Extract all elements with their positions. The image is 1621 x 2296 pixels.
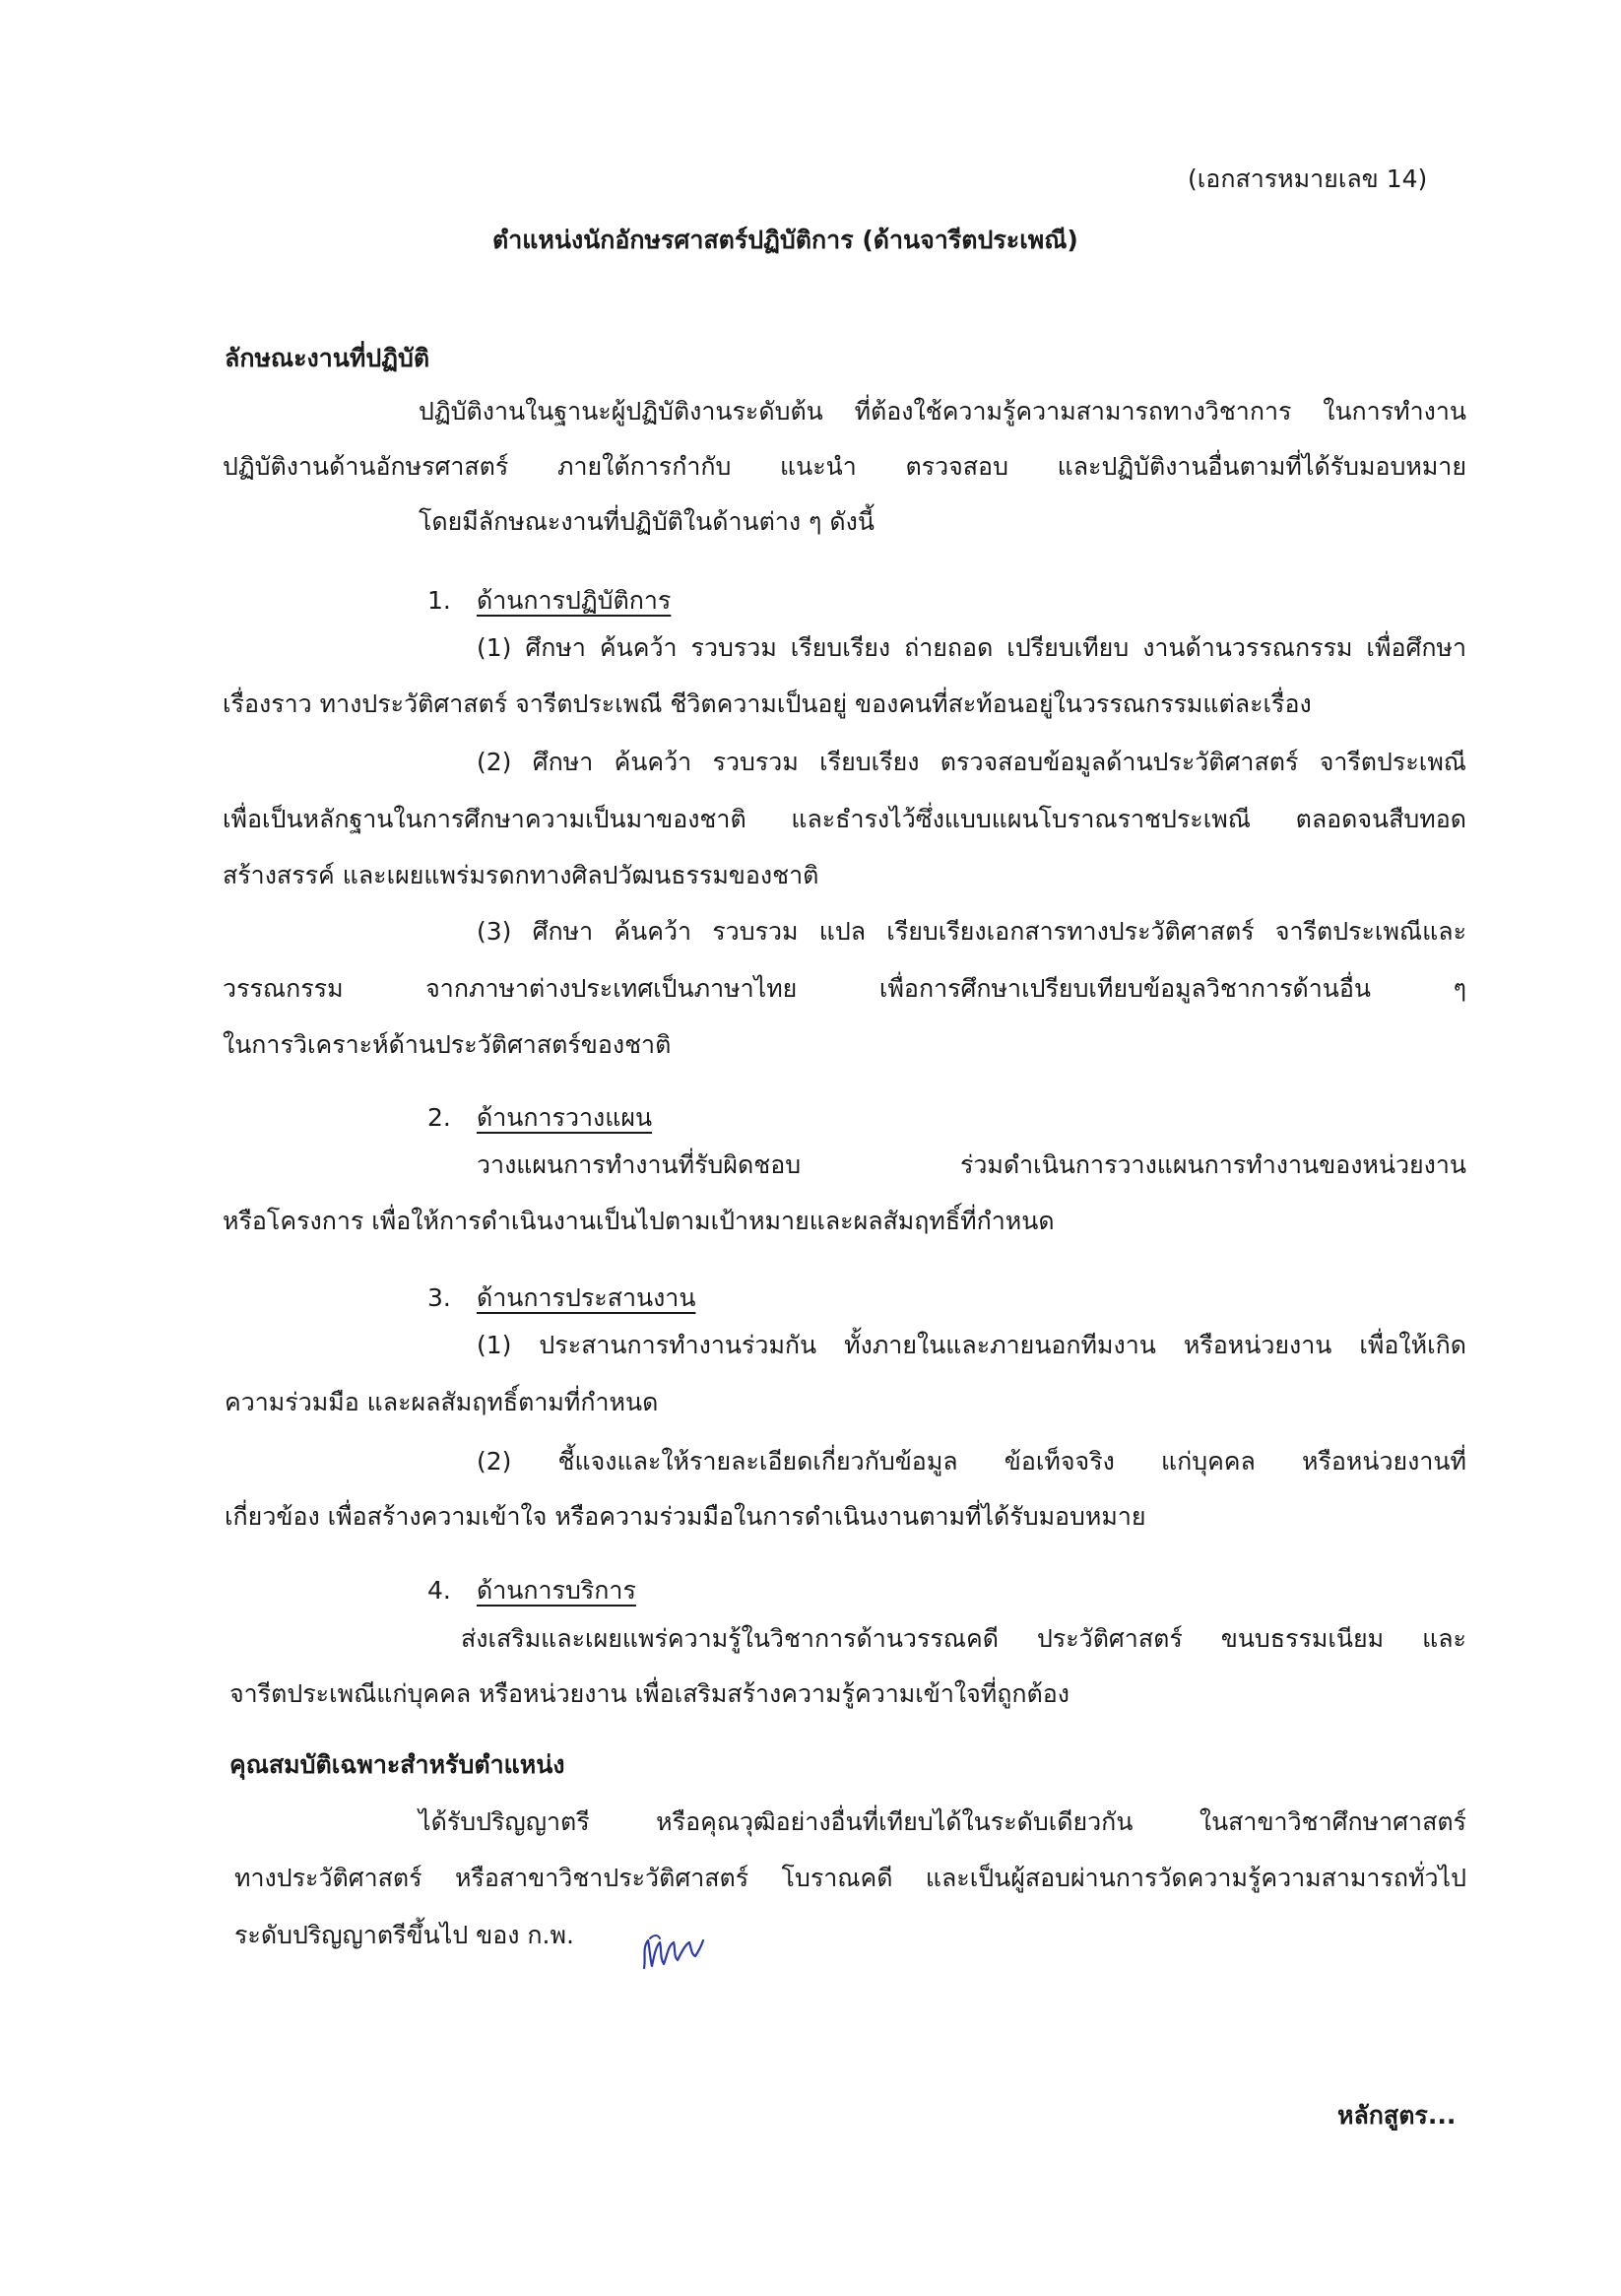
qualifications-heading: คุณสมบัติเฉพาะสำหรับตำแหน่ง	[229, 1750, 565, 1779]
qualifications-line-1: ได้รับปริญญาตรี หรือคุณวุฒิอย่างอื่นที่เทียบได้ในระดับเดียวกัน ในสาขาวิชาศึกษาศาสตร์	[419, 1807, 1466, 1836]
section-2-title: ด้านการวางแผน	[477, 1103, 653, 1132]
section-4-number: 4.	[427, 1576, 451, 1605]
document-title: ตำแหน่งนักอักษรศาสตร์ปฏิบัติการ (ด้านจารีตประเพณี)	[492, 226, 1078, 254]
section-3-number: 3.	[427, 1283, 451, 1312]
section-1-line-1: (1) ศึกษา ค้นคว้า รวบรวม เรียบเรียง ถ่ายถอด เปรียบเทียบ งานด้านวรรณกรรม เพื่อศึกษา	[477, 633, 1466, 662]
section-2-line-1: วางแผนการทำงานที่รับผิดชอบ ร่วมดำเนินการวางแผนการทำงานของหน่วยงาน	[477, 1150, 1466, 1179]
section-1-title: ด้านการปฏิบัติการ	[477, 586, 672, 615]
section-4-line-1: ส่งเสริมและเผยแพร่ความรู้ในวิชาการด้านวรรณคดี ประวัติศาสตร์ ขนบธรรมเนียม และ	[461, 1624, 1466, 1653]
section-3-title: ด้านการประสานงาน	[477, 1283, 696, 1312]
section-4-line-2: จารีตประเพณีแก่บุคคล หรือหน่วยงาน เพื่อเสริมสร้างความรู้ความเข้าใจที่ถูกต้อง	[229, 1679, 1070, 1708]
section-2-number: 2.	[427, 1103, 451, 1132]
duties-intro-line-1: ปฏิบัติงานในฐานะผู้ปฏิบัติงานระดับต้น ที่ต้องใช้ความรู้ความสามารถทางวิชาการ ในการทำงาน	[419, 397, 1466, 426]
duties-heading: ลักษณะงานที่ปฏิบัติ	[225, 344, 430, 372]
continued-marker: หลักสูตร...	[1337, 2101, 1457, 2130]
section-3-line-2: ความร่วมมือ และผลสัมฤทธิ์ตามที่กำหนด	[225, 1388, 659, 1416]
section-1-line-5: สร้างสรรค์ และเผยแพร่มรดกทางศิลปวัฒนธรรมของชาติ	[223, 861, 819, 889]
section-3-line-1: (1) ประสานการทำงานร่วมกัน ทั้งภายในและภายนอกทีมงาน หรือหน่วยงาน เพื่อให้เกิด	[477, 1331, 1466, 1359]
section-2-line-2: หรือโครงการ เพื่อให้การดำเนินงานเป็นไปตามเป้าหมายและผลสัมฤทธิ์ที่กำหนด	[223, 1207, 1055, 1235]
section-4-title: ด้านการบริการ	[477, 1576, 636, 1605]
section-3-line-4: เกี่ยวข้อง เพื่อสร้างความเข้าใจ หรือความร่วมมือในการดำเนินงานตามที่ได้รับมอบหมาย	[225, 1502, 1146, 1531]
qualifications-line-2: ทางประวัติศาสตร์ หรือสาขาวิชาประวัติศาสตร์ โบราณคดี และเป็นผู้สอบผ่านการวัดความรู้ความสามารถทั่วไป	[234, 1864, 1466, 1892]
section-1-line-2: เรื่องราว ทางประวัติศาสตร์ จารีตประเพณี ชีวิตความเป็นอยู่ ของคนที่สะท้อนอยู่ในวรรณกรรมแต่ละเรื่อง	[223, 689, 1312, 718]
document-number: (เอกสารหมายเลข 14)	[1188, 164, 1428, 193]
qualifications-line-3: ระดับปริญญาตรีขึ้นไป ของ ก.พ.	[234, 1921, 574, 1949]
signature-mark	[638, 1929, 707, 1972]
section-1-line-7: วรรณกรรม จากภาษาต่างประเทศเป็นภาษาไทย เพื่อการศึกษาเปรียบเทียบข้อมูลวิชาการด้านอื่น ๆ	[223, 974, 1466, 1003]
section-3-line-3: (2) ชี้แจงและให้รายละเอียดเกี่ยวกับข้อมูล ข้อเท็จจริง แก่บุคคล หรือหน่วยงานที่	[477, 1447, 1466, 1476]
section-1-number: 1.	[427, 586, 451, 615]
section-1-line-4: เพื่อเป็นหลักฐานในการศึกษาความเป็นมาของชาติ และธำรงไว้ซึ่งแบบแผนโบราณราชประเพณี ตลอดจนสืบทอด	[223, 805, 1466, 833]
section-1-line-6: (3) ศึกษา ค้นคว้า รวบรวม แปล เรียบเรียงเอกสารทางประวัติศาสตร์ จารีตประเพณีและ	[477, 917, 1466, 946]
section-1-line-3: (2) ศึกษา ค้นคว้า รวบรวม เรียบเรียง ตรวจสอบข้อมูลด้านประวัติศาสตร์ จารีตประเพณี	[477, 748, 1466, 776]
section-1-line-8: ในการวิเคราะห์ด้านประวัติศาสตร์ของชาติ	[223, 1030, 672, 1059]
duties-intro-line-3: โดยมีลักษณะงานที่ปฏิบัติในด้านต่าง ๆ ดังนี้	[419, 507, 875, 536]
duties-intro-line-2: ปฏิบัติงานด้านอักษรศาสตร์ ภายใต้การกำกับ แนะนำ ตรวจสอบ และปฏิบัติงานอื่นตามที่ได้รับมอบหมาย	[223, 452, 1466, 481]
